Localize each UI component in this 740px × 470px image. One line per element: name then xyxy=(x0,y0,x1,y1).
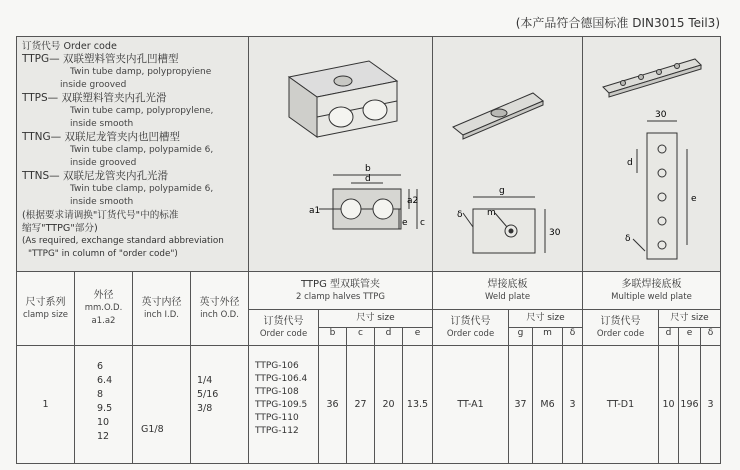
col-inch-id xyxy=(133,272,191,346)
cell-weld-m: M6 xyxy=(533,346,563,464)
weld-plate-drawing xyxy=(433,37,581,267)
dim-header-e: e xyxy=(403,328,433,346)
ttpg-code: TTPG-109.5 xyxy=(255,400,308,410)
spec-table xyxy=(16,36,721,464)
label-delta-weld: δ xyxy=(457,210,463,220)
cell-inch-id: G1/8 xyxy=(133,346,191,464)
group-multi xyxy=(583,272,721,310)
label-a2: a2 xyxy=(407,196,419,206)
ttpg-code: TTPG-106 xyxy=(255,361,299,371)
od-value: 10 xyxy=(97,417,110,428)
multi-plate-stud-1 xyxy=(621,81,626,86)
multi-size-en: size xyxy=(691,313,709,323)
legend-note-1: (根据要求请调换"订货代号"中的标准 xyxy=(22,210,179,221)
leader-delta xyxy=(463,213,473,227)
label-30-weld: 30 xyxy=(549,228,561,238)
label-c: c xyxy=(420,218,425,228)
col-inch-od xyxy=(191,272,249,346)
label-30-multi: 30 xyxy=(655,110,667,120)
dim-header-e-multi: e xyxy=(679,328,701,346)
col-inch-od-en: inch O.D. xyxy=(200,309,239,320)
cell-ttpg-b: 36 xyxy=(319,346,347,464)
weld-order-cn: 订货代号 xyxy=(450,315,491,327)
label-m: m xyxy=(487,208,496,218)
multi-plate-stud-2 xyxy=(639,75,644,80)
multi-plate-drawing xyxy=(583,37,721,267)
weld-size-en: size xyxy=(547,313,565,323)
cell-weld-g: 37 xyxy=(509,346,533,464)
legend-cn-ttns: — 双联尼龙管夹内孔光滑 xyxy=(49,170,169,182)
col-clamp-size-en: clamp size xyxy=(22,309,69,320)
section-bore-left xyxy=(341,199,361,219)
legend-en1-ttng: Twin tube clamp, polypamide 6, xyxy=(70,145,214,155)
col-clamp-size xyxy=(17,272,75,346)
legend-cn-ttps: — 双联塑料管夹内孔光滑 xyxy=(47,92,167,104)
order-code-legend xyxy=(17,37,249,272)
group-multi-en: Multiple weld plate xyxy=(611,291,692,302)
group-multi-cn: 多联焊接底板 xyxy=(621,278,682,290)
ttpg-size-en: size xyxy=(377,313,395,323)
cell-multi-e: 196 xyxy=(679,346,701,464)
col-inch-od-cn: 英寸外径 xyxy=(199,296,240,308)
col-od xyxy=(75,272,133,346)
ttpg-order-en: Order code xyxy=(259,328,308,339)
dim-header-m: m xyxy=(533,328,563,346)
legend-note-2: 缩写"TTPG"部分) xyxy=(22,223,98,234)
legend-title-en: Order code xyxy=(63,41,117,52)
inch-od-value: 5/16 xyxy=(197,389,219,400)
cell-od-list xyxy=(75,346,133,464)
group-weld xyxy=(433,272,583,310)
weld-size-cn: 尺寸 xyxy=(526,313,545,323)
clamp-bore-left xyxy=(329,107,353,127)
legend-code-ttns: TTNS xyxy=(22,170,50,182)
legend-en2-ttps: inside smooth xyxy=(70,119,134,129)
label-g: g xyxy=(499,186,505,196)
group-weld-en: Weld plate xyxy=(484,291,531,302)
legend-en2-ttns: inside smooth xyxy=(70,197,134,207)
label-a1: a1 xyxy=(309,206,321,216)
cell-weld-delta: 3 xyxy=(563,346,583,464)
multi-plate-stud-3 xyxy=(657,70,662,75)
weld-plate-plan xyxy=(473,209,535,253)
legend-title-cn: 订货代号 xyxy=(22,41,61,52)
col-inch-id-cn: 英寸内径 xyxy=(141,296,182,308)
legend-en1-ttpg: Twin tube damp, polypropyiene xyxy=(70,67,212,77)
weld-order-en: Order code xyxy=(446,328,495,339)
od-value: 9.5 xyxy=(97,403,113,414)
group-ttpg-en: 2 clamp halves TTPG xyxy=(295,291,386,302)
spec-sheet xyxy=(16,36,720,466)
inch-od-value: 1/4 xyxy=(197,375,213,386)
multi-order-cn: 订货代号 xyxy=(600,315,641,327)
group-weld-cn: 焊接底板 xyxy=(487,278,528,290)
inch-od-value: 3/8 xyxy=(197,403,213,414)
clamp-top-recess xyxy=(334,76,352,86)
legend-en1-ttns: Twin tube clamp, polypamide 6, xyxy=(70,184,214,194)
cell-multi-delta: 3 xyxy=(701,346,721,464)
legend-en2-ttng: inside grooved xyxy=(70,158,137,168)
dim-header-g: g xyxy=(509,328,533,346)
legend-code-ttpg: TTPG xyxy=(22,53,50,65)
cell-ttpg-codes xyxy=(249,346,319,464)
multi-size-header xyxy=(659,310,721,328)
dim-header-b: b xyxy=(319,328,347,346)
multi-plate-plan xyxy=(647,133,677,259)
legend-note-4: "TTPG" in column of "order code") xyxy=(28,249,178,259)
legend-note-3: (As required, exchange standard abbreviation xyxy=(22,236,224,246)
cell-ttpg-c: 27 xyxy=(347,346,375,464)
ttpg-code: TTPG-106.4 xyxy=(255,374,308,384)
legend-en1-ttps: Twin tube camp, polypropylene, xyxy=(70,106,214,116)
group-ttpg-cn: TTPG 型双联管夹 xyxy=(301,278,380,290)
weld-plate-hole-center xyxy=(509,229,513,233)
weld-size-header xyxy=(509,310,583,328)
col-od-en2: a1.a2 xyxy=(91,316,116,326)
label-d: d xyxy=(365,174,371,184)
label-b: b xyxy=(365,164,371,174)
legend-cn-ttpg: — 双联塑料管夹内孔凹槽型 xyxy=(49,53,179,65)
clamp-bore-right xyxy=(363,100,387,120)
section-bore-right xyxy=(373,199,393,219)
label-e-multi: e xyxy=(691,194,697,204)
col-clamp-size-cn: 尺寸系列 xyxy=(25,296,66,308)
weld-plate-boss xyxy=(491,109,507,117)
leader-delta-multi xyxy=(633,239,645,251)
od-value: 6 xyxy=(97,361,104,372)
dim-header-delta-multi: δ xyxy=(701,328,721,346)
weld-order-code-header xyxy=(433,310,509,346)
dim-header-d: d xyxy=(375,328,403,346)
ttpg-size-cn: 尺寸 xyxy=(356,313,375,323)
label-e: e xyxy=(402,218,408,228)
ttpg-code: TTPG-110 xyxy=(255,413,299,423)
cell-multi-code: TT-D1 xyxy=(583,346,659,464)
legend-code-ttps: TTPS xyxy=(22,92,48,104)
ttpg-code: TTPG-108 xyxy=(255,387,299,397)
standard-note: (本产品符合德国标准 DIN3015 Teil3) xyxy=(515,16,720,30)
clamp-drawing xyxy=(249,37,433,267)
multi-size-cn: 尺寸 xyxy=(670,313,689,323)
cell-clamp-size: 1 xyxy=(17,346,75,464)
ttpg-order-code-header xyxy=(249,310,319,346)
legend-code-ttng: TTNG xyxy=(22,131,51,143)
cell-multi-d: 10 xyxy=(659,346,679,464)
clamp-drawing-cell xyxy=(249,37,433,272)
cell-inch-od-list xyxy=(191,346,249,464)
od-value: 12 xyxy=(97,431,110,442)
ttpg-size-header xyxy=(319,310,433,328)
multi-order-code-header xyxy=(583,310,659,346)
col-od-cn: 外径 xyxy=(93,290,114,301)
multi-plate-stud-4 xyxy=(675,64,680,69)
group-ttpg xyxy=(249,272,433,310)
cell-ttpg-e: 13.5 xyxy=(403,346,433,464)
col-od-en1: mm.O.D. xyxy=(84,303,123,313)
multi-plate-top xyxy=(603,59,701,93)
ttpg-order-cn: 订货代号 xyxy=(263,315,304,327)
col-inch-id-en: inch I.D. xyxy=(144,309,179,320)
cell-weld-code: TT-A1 xyxy=(433,346,509,464)
od-value: 8 xyxy=(97,389,104,400)
label-delta-multi: δ xyxy=(625,234,631,244)
legend-en2-ttpg: inside grooved xyxy=(60,80,127,90)
od-value: 6.4 xyxy=(97,375,113,386)
ttpg-code: TTPG-112 xyxy=(255,426,299,436)
label-d-multi: d xyxy=(627,158,633,168)
cell-ttpg-d: 20 xyxy=(375,346,403,464)
dim-header-c: c xyxy=(347,328,375,346)
multi-plate-drawing-cell xyxy=(583,37,721,272)
legend-cn-ttng: — 双联尼龙管夹内也凹槽型 xyxy=(50,131,180,143)
dim-header-d-multi: d xyxy=(659,328,679,346)
multi-order-en: Order code xyxy=(596,328,645,339)
dim-header-delta: δ xyxy=(563,328,583,346)
weld-plate-drawing-cell xyxy=(433,37,583,272)
